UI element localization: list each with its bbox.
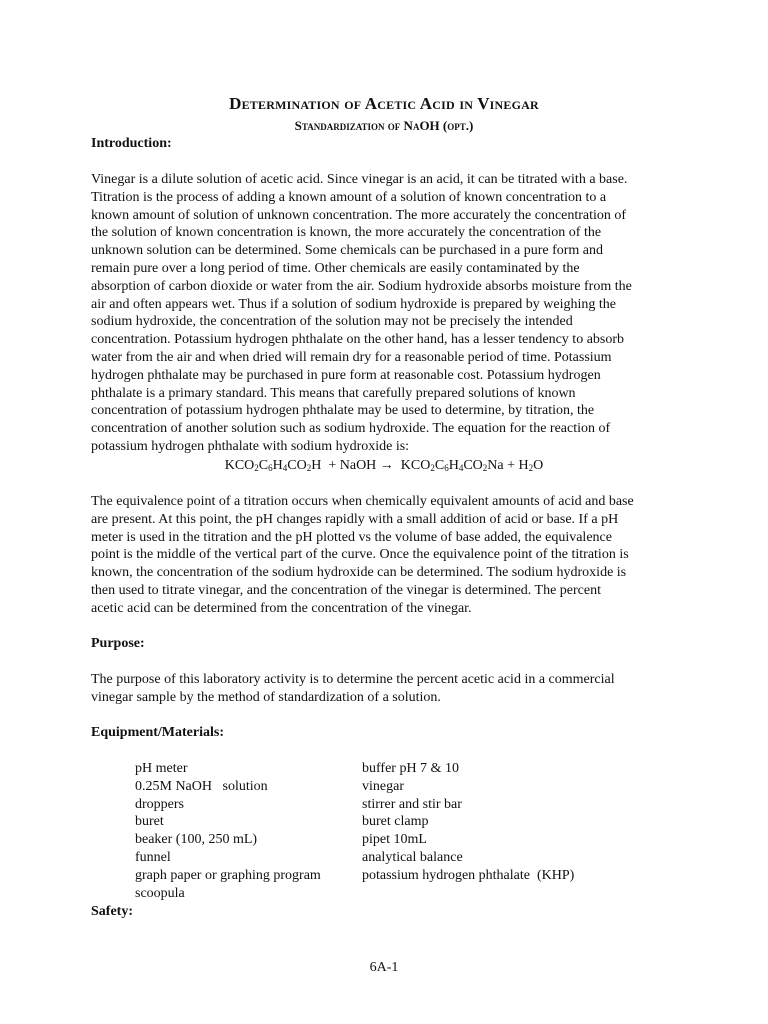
materials-heading: Equipment/Materials: <box>91 725 224 740</box>
safety-heading: Safety: <box>91 904 133 919</box>
material-item: 0.25M NaOH solution <box>135 778 268 794</box>
material-item: pipet 10mL <box>362 832 427 848</box>
material-item: potassium hydrogen phthalate (KHP) <box>362 867 575 883</box>
material-item: droppers <box>135 796 184 812</box>
intro-line: Vinegar is a dilute solution of acetic acid. Since vinegar is an acid, it can be titrated with a base. <box>91 172 628 187</box>
para-line: known, the concentration of the sodium hydroxide can be determined. The sodium hydroxide is <box>91 565 627 581</box>
para-line: then used to titrate vinegar, and the concentration of the vinegar is determined. The percent <box>91 582 601 598</box>
intro-line: potassium hydrogen phthalate with sodium hydroxide is: <box>91 438 410 454</box>
intro-line: sodium hydroxide, the concentration of the solution may not be precisely the intended <box>91 314 573 330</box>
document-title: Determination of Acetic Acid in Vinegar <box>229 94 539 113</box>
materials-list-left <box>135 760 321 902</box>
material-item: vinegar <box>362 778 404 794</box>
material-item: funnel <box>135 849 171 865</box>
material-item: analytical balance <box>362 849 463 865</box>
para-line: are present. At this point, the pH changes rapidly with a small addition of acid or base. If a pH <box>91 511 619 527</box>
para-line: point is the middle of the vertical part of the curve. Once the equivalence point of the titration is <box>91 547 629 563</box>
equivalence-paragraph <box>91 493 681 618</box>
reaction-arrow-icon: → <box>379 458 394 473</box>
intro-line: concentration of another solution such as sodium hydroxide. The equation for the reaction of <box>91 421 611 437</box>
intro-line: remain pure over a long period of time. Other chemicals are easily contaminated by the <box>91 260 580 276</box>
material-item: pH meter <box>135 761 188 776</box>
purpose-heading: Purpose: <box>91 636 145 651</box>
purpose-paragraph <box>91 671 681 707</box>
material-item: buret <box>135 814 164 830</box>
para-line: acetic acid can be determined from the concentration of the vinegar. <box>91 600 472 616</box>
intro-line: concentration of potassium hydrogen phthalate may be used to determine, by titration, the <box>91 403 595 419</box>
material-item: scoopula <box>135 885 185 901</box>
material-item: buret clamp <box>362 814 429 830</box>
intro-line: phthalate is a primary standard. This means that carefully prepared solutions of known <box>91 385 576 401</box>
material-item: stirrer and stir bar <box>362 796 462 812</box>
intro-line: hydrogen phthalate may be purchased in pure form at reasonable cost. Potassium hydrogen <box>91 367 601 383</box>
intro-line: unknown solution can be determined. Some chemicals can be purchased in a pure form and <box>91 243 604 259</box>
material-item: buffer pH 7 & 10 <box>362 761 459 776</box>
intro-line: concentration. Potassium hydrogen phthalate on the other hand, has a lesser tendency to absorb <box>91 332 625 348</box>
intro-line: water from the air and when dried will remain dry for a reasonable period of time. Potassium <box>91 349 612 365</box>
intro-line: absorption of carbon dioxide or water from the air. Sodium hydroxide absorbs moisture from the <box>91 278 632 294</box>
intro-line: the solution of known concentration is known, the more accurately the concentration of the <box>91 225 602 241</box>
intro-line: known amount of solution of unknown concentration. The more accurately the concentration of <box>91 207 627 223</box>
document-subtitle: Standardization of NaOH (opt.) <box>294 118 474 133</box>
reaction-equation: $KCO_2C_6H_4CO_2H$ + NaOH → $KCO_2C_6H_4CO_2Na + H_2O$ <box>224 458 544 473</box>
para-line: The purpose of this laboratory activity is to determine the percent acetic acid in a commercial <box>91 672 615 687</box>
para-line: meter is used in the titration and the pH plotted vs the volume of base added, the equivalence <box>91 529 612 545</box>
intro-line: air and often appears wet. Thus if a solution of sodium hydroxide is prepared by weighing the <box>91 296 617 312</box>
para-line: The equivalence point of a titration occurs when chemically equivalent amounts of acid and base <box>91 494 634 509</box>
introduction-paragraph <box>91 171 681 456</box>
introduction-heading: Introduction: <box>91 136 172 151</box>
para-line: vinegar sample by the method of standardization of a solution. <box>91 689 441 705</box>
intro-line: Titration is the process of adding a known amount of a solution of known concentration to a <box>91 189 607 205</box>
page-number: 6A-1 <box>369 960 399 975</box>
materials-list-right <box>362 760 574 885</box>
material-item: graph paper or graphing program <box>135 867 321 883</box>
material-item: beaker (100, 250 mL) <box>135 832 258 848</box>
